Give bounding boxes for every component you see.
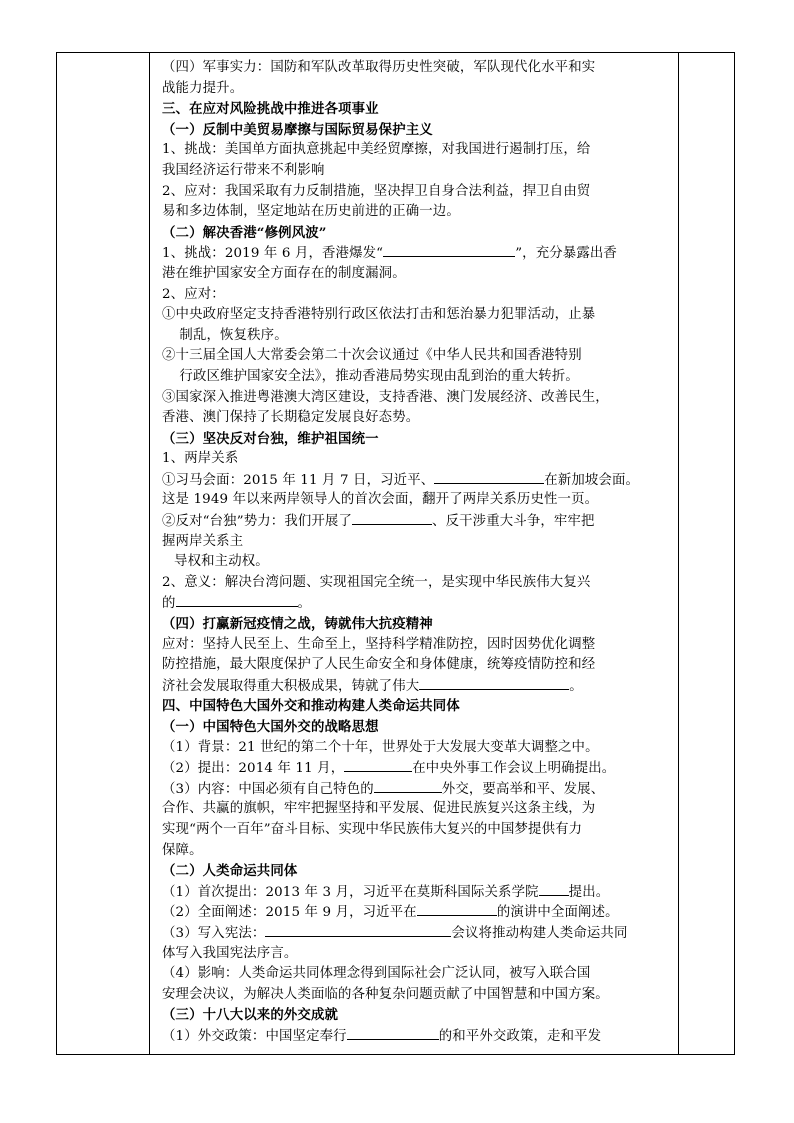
subsection-heading: （一）中国特色大国外交的战略思想 [162, 719, 379, 735]
document-body [162, 58, 664, 1047]
subsection-heading: （四）打赢新冠疫情之战，铸就伟大抗疫精神 [162, 616, 433, 633]
section-heading-4: 四、中国特色大国外交和推动构建人类命运共同体 [162, 698, 460, 715]
paragraph-line: 易和多边体制，坚定地站在历史前进的正确一边。 [162, 204, 460, 220]
paragraph-line: 2、意义：解决台湾问题、实现祖国完全统一，是实现中华民族伟大复兴 [162, 574, 591, 590]
fill-in-blank[interactable] [417, 902, 497, 916]
paragraph-line: （1）背景：21 世纪的第二个十年，世界处于大发展大变革大调整之中。 [162, 739, 599, 755]
text-segment: 济社会发展取得重大积极成果，铸就了伟大 [162, 678, 420, 694]
fill-in-blank[interactable] [434, 470, 544, 484]
table-divider-left [149, 52, 150, 1055]
text-segment: ”，充分暴露出香 [515, 246, 617, 262]
paragraph-line: 港在维护国家安全方面存在的制度漏洞。 [162, 265, 406, 281]
paragraph-line: 导权和主动权。 [174, 554, 269, 570]
fill-in-blank[interactable] [176, 593, 298, 607]
paragraph-line: （4）影响：人类命运共同体理念得到国际社会广泛认同，被写入联合国 [162, 966, 591, 982]
paragraph-line: ①中央政府坚定支持香港特别行政区依法打击和惩治暴力犯罪活动，止暴 [162, 307, 596, 323]
text-segment: 的 [162, 596, 176, 612]
text-segment: 在中央外事工作会议上明确提出。 [412, 761, 616, 777]
paragraph-line: 制乱，恢复秩序。 [179, 327, 288, 343]
paragraph-line: 2、应对：我国采取有力反制措施，坚决捍卫自身合法利益，捍卫自由贸 [162, 183, 591, 199]
paragraph-line: 保障。 [162, 842, 203, 858]
paragraph-line: 安理会决议，为解决人类面临的各种复杂问题贡献了中国智慧和中国方案。 [162, 986, 609, 1002]
paragraph-line: 1、两岸关系 [162, 451, 239, 467]
text-segment: 1、挑战：2019 年 6 月，香港爆发“ [162, 246, 384, 262]
paragraph-line [162, 882, 664, 903]
subsection-heading: （一）反制中美贸易摩擦与国际贸易保护主义 [162, 121, 433, 138]
text-segment: （2）提出：2014 年 11 月， [162, 761, 345, 777]
text-segment: （1）外交政策：中国坚定奉行 [162, 1028, 347, 1044]
text-segment: 提出。 [568, 884, 610, 900]
paragraph-line [162, 676, 664, 697]
subsection-heading: （三）坚决反对台独，维护祖国统一 [162, 430, 379, 447]
text-segment: 的演讲中全面阐述。 [496, 905, 619, 921]
paragraph-line: 防控措施，最大限度保护了人民生命安全和身体健康，统筹疫情防控和经 [162, 657, 596, 673]
paragraph-line: 合作、共赢的旗帜，牢牢把握坚持和平发展、促进民族复兴这条主线，为 [162, 801, 596, 817]
paragraph-line [162, 511, 664, 532]
table-divider-right [678, 52, 679, 1055]
text-segment: ②反对“台独”势力：我们开展了 [162, 514, 353, 530]
text-segment: 。 [297, 596, 312, 612]
paragraph-line [162, 758, 664, 779]
paragraph-line [162, 902, 664, 923]
paragraph-line: 香港、澳门保持了长期稳定发展良好态势。 [162, 410, 420, 426]
paragraph-line [162, 779, 664, 800]
fill-in-blank[interactable] [265, 923, 451, 937]
text-segment: 在新加坡会面。 [544, 472, 640, 488]
paragraph-line [162, 923, 664, 944]
paragraph-line: 战能力提升。 [162, 80, 244, 96]
text-segment: 的和平外交政策，走和平发 [438, 1028, 602, 1044]
fill-in-blank[interactable] [352, 511, 432, 525]
text-segment: （3）内容：中国必须有自己特色的 [162, 781, 374, 797]
paragraph-line: 这是 1949 年以来两岸领导人的首次会面，翻开了两岸关系历史性一页。 [162, 492, 599, 508]
fill-in-blank[interactable] [347, 1026, 439, 1040]
paragraph-line: 行政区维护国家安全法》，推动香港局势实现由乱到治的重大转折。 [179, 368, 579, 384]
paragraph-line: 2、应对： [162, 286, 225, 302]
text-segment: （1）首次提出：2013 年 3 月，习近平在莫斯科国际关系学院 [162, 884, 539, 900]
fill-in-blank[interactable] [374, 779, 442, 793]
paragraph-line: 我国经济运行带来不利影响 [162, 162, 325, 178]
paragraph-line: 握两岸关系主 [162, 533, 244, 549]
paragraph-line: （四）军事实力：国防和军队改革取得历史性突破，军队现代化水平和实 [162, 60, 596, 75]
fill-in-blank[interactable] [419, 676, 569, 690]
paragraph-line: 实现“两个一百年”奋斗目标、实现中华民族伟大复兴的中国梦提供有力 [162, 821, 583, 837]
paragraph-line: ③国家深入推进粤港澳大湾区建设，支持香港、澳门发展经济、改善民生， [162, 389, 609, 405]
text-segment: （3）写入宪法： [162, 925, 266, 941]
paragraph-line [162, 593, 664, 614]
text-segment: （2）全面阐述：2015 年 9 月，习近平在 [162, 905, 417, 921]
paragraph-line [162, 243, 664, 264]
text-segment: ①习马会面：2015 年 11 月 7 日，习近平、 [162, 472, 435, 488]
section-heading-3: 三、在应对风险挑战中推进各项事业 [162, 101, 379, 118]
paragraph-line [162, 470, 664, 491]
subsection-heading: （二）人类命运共同体 [162, 863, 298, 880]
paragraph-line: 1、挑战：美国单方面执意挑起中美经贸摩擦，对我国进行遏制打压，给 [162, 142, 591, 158]
fill-in-blank[interactable] [383, 243, 515, 257]
subsection-heading: （二）解决香港“修例风波” [162, 224, 327, 241]
subsection-heading: （三）十八大以来的外交成就 [162, 1007, 339, 1024]
fill-in-blank[interactable] [539, 882, 569, 896]
fill-in-blank[interactable] [344, 758, 412, 772]
paragraph-line: 体写入我国宪法序言。 [162, 945, 298, 961]
paragraph-line [162, 1026, 664, 1047]
text-segment: 会议将推动构建人类命运共同 [451, 925, 628, 941]
text-segment: 、反干涉重大斗争，牢牢把 [432, 514, 595, 530]
paragraph-line: ②十三届全国人大常委会第二十次会议通过《中华人民共和国香港特别 [162, 348, 582, 364]
paragraph-line: 应对：坚持人民至上、生命至上，坚持科学精准防控，因时因势优化调整 [162, 636, 596, 652]
text-segment: 。 [569, 678, 583, 694]
text-segment: 外交，要高举和平、发展、 [441, 781, 605, 797]
